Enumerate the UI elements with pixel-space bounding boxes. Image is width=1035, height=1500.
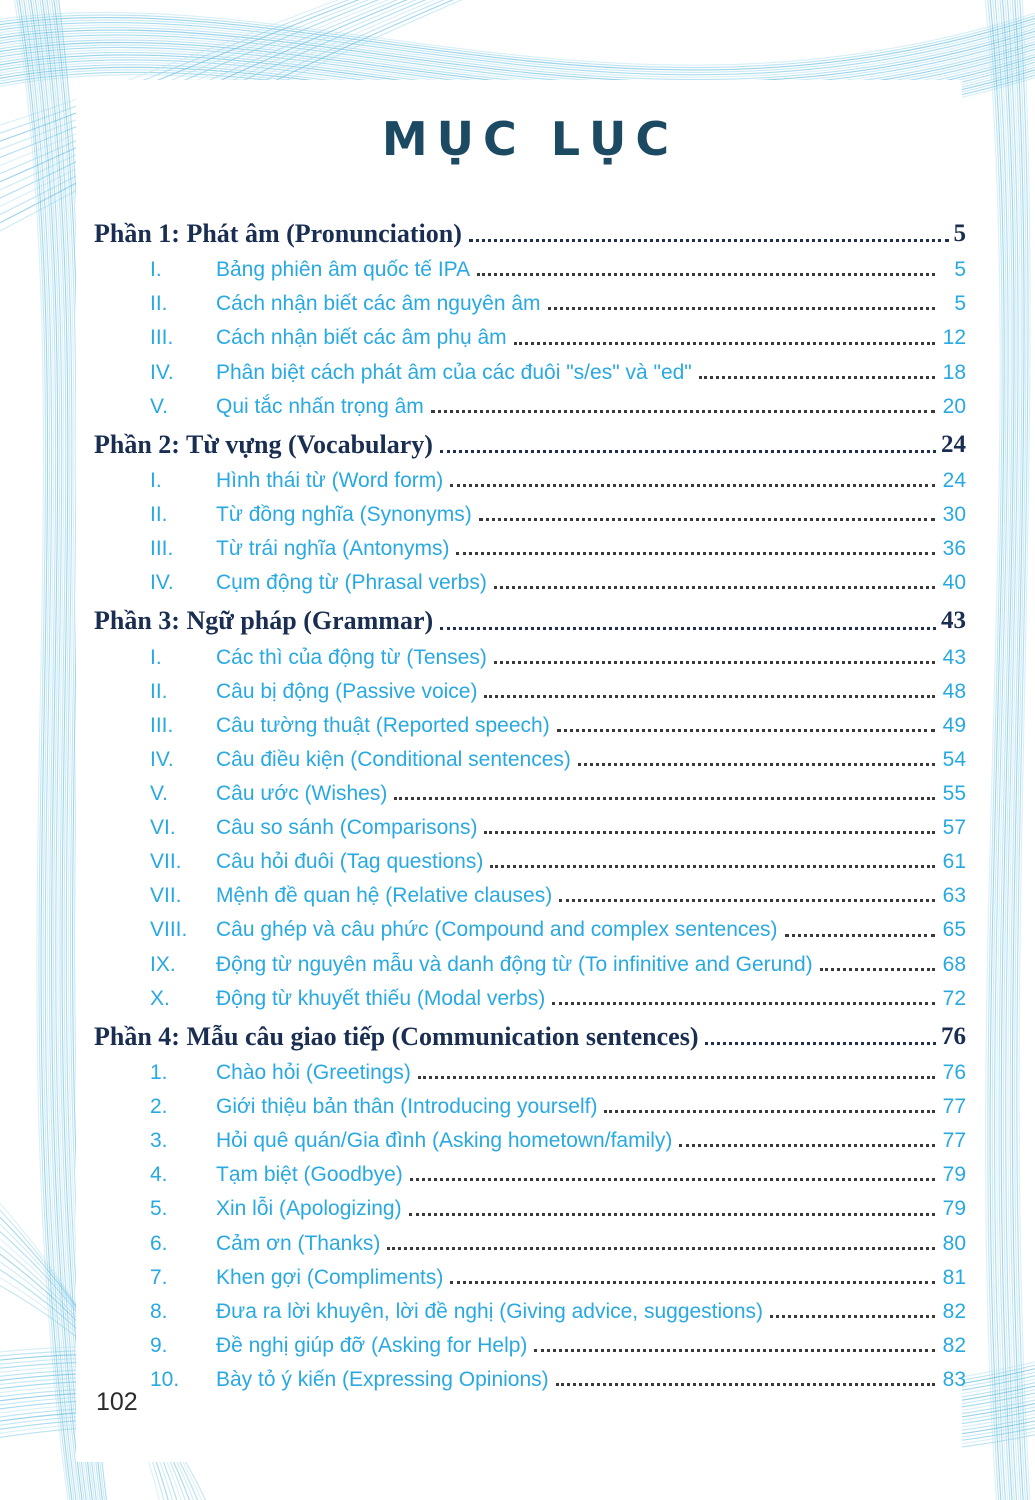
item-numeral: 5. xyxy=(150,1197,168,1221)
toc-item-row xyxy=(94,395,966,418)
item-page-number: 63 xyxy=(942,884,966,908)
item-numeral: VII. xyxy=(150,850,182,874)
item-numeral: V. xyxy=(150,782,168,806)
item-numeral: 4. xyxy=(150,1163,168,1187)
toc-item-row xyxy=(94,326,966,349)
item-label: Khen gợi (Compliments) xyxy=(216,1265,444,1289)
item-page-number: 81 xyxy=(942,1265,966,1289)
toc-item-row xyxy=(94,646,966,669)
item-page-number: 36 xyxy=(942,537,966,561)
section-page-number: 76 xyxy=(941,1022,966,1050)
item-label: Từ trái nghĩa (Antonyms) xyxy=(216,537,450,561)
item-label: Tạm biệt (Goodbye) xyxy=(216,1163,403,1187)
item-label: Câu tường thuật (Reported speech) xyxy=(216,713,550,737)
dot-leader xyxy=(699,376,935,379)
item-page-number: 79 xyxy=(942,1163,966,1187)
toc-item-row xyxy=(94,258,966,281)
item-page-number: 79 xyxy=(942,1197,966,1221)
item-label: Chào hỏi (Greetings) xyxy=(216,1061,411,1085)
toc-section-row xyxy=(94,431,966,458)
item-page-number: 54 xyxy=(942,748,966,772)
toc-item-row xyxy=(94,884,966,907)
item-page-number: 83 xyxy=(942,1367,966,1391)
item-numeral: IX. xyxy=(150,952,176,976)
dot-leader xyxy=(387,1247,935,1250)
toc-item-row xyxy=(94,469,966,492)
item-label: Câu hỏi đuôi (Tag questions) xyxy=(216,850,484,874)
section-label: Phần 4: Mẫu câu giao tiếp (Communication sentences) xyxy=(94,1021,699,1051)
toc-item-row xyxy=(94,361,966,384)
item-label: Câu so sánh (Comparisons) xyxy=(216,816,478,840)
section-label: Phần 1: Phát âm (Pronunciation) xyxy=(94,219,462,248)
page-number: 102 xyxy=(96,1388,138,1416)
toc-section-row xyxy=(94,607,966,634)
item-page-number: 49 xyxy=(942,713,966,737)
item-page-number: 82 xyxy=(942,1333,966,1357)
dot-leader xyxy=(440,450,936,453)
dot-leader xyxy=(479,518,935,521)
item-numeral: IV. xyxy=(150,360,174,384)
item-label: Hỏi quê quán/Gia đình (Asking hometown/family) xyxy=(216,1129,673,1153)
item-page-number: 57 xyxy=(942,816,966,840)
item-page-number: 76 xyxy=(942,1061,966,1085)
dot-leader xyxy=(559,899,935,902)
toc-item-row xyxy=(94,816,966,839)
dot-leader xyxy=(450,1281,935,1284)
dot-leader xyxy=(409,1213,935,1216)
item-numeral: 3. xyxy=(150,1129,168,1153)
item-page-number: 61 xyxy=(942,850,966,874)
dot-leader xyxy=(548,307,935,310)
item-page-number: 43 xyxy=(942,645,966,669)
item-label: Cách nhận biết các âm nguyên âm xyxy=(216,292,541,316)
dot-leader xyxy=(490,865,935,868)
toc-section-row xyxy=(94,1023,966,1050)
toc-item-row xyxy=(94,537,966,560)
section-label: Phần 2: Từ vựng (Vocabulary) xyxy=(94,429,433,459)
dot-leader xyxy=(394,797,935,800)
item-page-number: 77 xyxy=(942,1095,966,1119)
item-numeral: V. xyxy=(150,394,168,418)
dot-leader xyxy=(450,484,935,487)
item-numeral: II. xyxy=(150,503,168,527)
toc-content xyxy=(94,82,966,1402)
dot-leader xyxy=(514,342,935,345)
item-label: Câu ước (Wishes) xyxy=(216,782,388,806)
item-numeral: 10. xyxy=(150,1367,180,1391)
item-label: Cụm động từ (Phrasal verbs) xyxy=(216,571,487,595)
toc-item-row xyxy=(94,850,966,873)
dot-leader xyxy=(494,661,935,664)
toc-item-row xyxy=(94,292,966,315)
item-page-number: 72 xyxy=(942,986,966,1010)
dot-leader xyxy=(440,627,936,630)
toc-item-row xyxy=(94,503,966,526)
item-page-number: 55 xyxy=(942,782,966,806)
toc-item-row xyxy=(94,680,966,703)
item-page-number: 77 xyxy=(942,1129,966,1153)
toc-item-row xyxy=(94,1300,966,1323)
item-numeral: VII. xyxy=(150,884,182,908)
item-label: Bảng phiên âm quốc tế IPA xyxy=(216,258,471,282)
dot-leader xyxy=(705,1042,936,1045)
item-label: Đề nghị giúp đỡ (Asking for Help) xyxy=(216,1333,528,1357)
toc-item-row xyxy=(94,571,966,594)
item-page-number: 65 xyxy=(942,918,966,942)
toc-item-row xyxy=(94,1061,966,1084)
item-page-number: 5 xyxy=(954,258,966,282)
toc-item-row xyxy=(94,1232,966,1255)
toc-item-row xyxy=(94,953,966,976)
toc-item-row xyxy=(94,918,966,941)
item-numeral: II. xyxy=(150,292,168,316)
dot-leader xyxy=(494,586,935,589)
item-label: Phân biệt cách phát âm của các đuôi "s/es" và "ed" xyxy=(216,360,692,384)
dot-leader xyxy=(469,239,949,242)
page-title: MỤC LỤC xyxy=(381,112,679,166)
item-label: Từ đồng nghĩa (Synonyms) xyxy=(216,503,472,527)
item-numeral: III. xyxy=(150,326,174,350)
item-numeral: IV. xyxy=(150,748,174,772)
dot-leader xyxy=(679,1144,935,1147)
item-numeral: X. xyxy=(150,986,170,1010)
dot-leader xyxy=(477,273,935,276)
dot-leader xyxy=(820,968,935,971)
item-page-number: 30 xyxy=(942,503,966,527)
toc-item-row xyxy=(94,748,966,771)
toc-item-row xyxy=(94,1368,966,1391)
item-page-number: 5 xyxy=(954,292,966,316)
item-page-number: 82 xyxy=(942,1299,966,1323)
item-label: Động từ nguyên mẫu và danh động từ (To infinitive and Gerund) xyxy=(216,952,813,976)
dot-leader xyxy=(484,695,935,698)
toc-item-row xyxy=(94,1129,966,1152)
item-numeral: 7. xyxy=(150,1265,168,1289)
toc-section-row xyxy=(94,220,966,247)
item-numeral: I. xyxy=(150,469,162,493)
item-page-number: 68 xyxy=(942,952,966,976)
toc-item-row xyxy=(94,1334,966,1357)
item-label: Mệnh đề quan hệ (Relative clauses) xyxy=(216,884,553,908)
section-page-number: 24 xyxy=(941,430,966,458)
section-page-number: 43 xyxy=(941,607,966,635)
toc-item-row xyxy=(94,1197,966,1220)
item-label: Câu điều kiện (Conditional sentences) xyxy=(216,748,571,772)
toc-item-row xyxy=(94,987,966,1010)
dot-leader xyxy=(456,552,935,555)
dot-leader xyxy=(770,1315,935,1318)
toc-item-row xyxy=(94,1163,966,1186)
item-page-number: 20 xyxy=(942,394,966,418)
dot-leader xyxy=(410,1178,935,1181)
item-numeral: I. xyxy=(150,645,162,669)
item-label: Xin lỗi (Apologizing) xyxy=(216,1197,402,1221)
item-page-number: 18 xyxy=(942,360,966,384)
item-page-number: 80 xyxy=(942,1231,966,1255)
dot-leader xyxy=(484,831,935,834)
item-numeral: VI. xyxy=(150,816,176,840)
dot-leader xyxy=(534,1349,935,1352)
toc-item-row xyxy=(94,1266,966,1289)
item-label: Qui tắc nhấn trọng âm xyxy=(216,394,424,418)
dot-leader xyxy=(604,1110,935,1113)
item-page-number: 40 xyxy=(942,571,966,595)
item-label: Câu ghép và câu phức (Compound and complex sentences) xyxy=(216,918,778,942)
section-label: Phần 3: Ngữ pháp (Grammar) xyxy=(94,606,434,636)
item-label: Câu bị động (Passive voice) xyxy=(216,679,478,703)
item-label: Cảm ơn (Thanks) xyxy=(216,1231,381,1255)
toc-item-row xyxy=(94,714,966,737)
toc-list xyxy=(94,220,966,1391)
item-label: Các thì của động từ (Tenses) xyxy=(216,645,487,669)
item-numeral: II. xyxy=(150,679,168,703)
toc-item-row xyxy=(94,1095,966,1118)
toc-item-row xyxy=(94,782,966,805)
dot-leader xyxy=(556,1383,935,1386)
dot-leader xyxy=(557,729,935,732)
item-page-number: 48 xyxy=(942,679,966,703)
item-numeral: 6. xyxy=(150,1231,168,1255)
dot-leader xyxy=(578,763,935,766)
item-label: Đưa ra lời khuyên, lời đề nghị (Giving advice, suggestions) xyxy=(216,1299,764,1323)
item-page-number: 24 xyxy=(942,469,966,493)
item-page-number: 12 xyxy=(942,326,966,350)
item-numeral: 8. xyxy=(150,1299,168,1323)
item-label: Hình thái từ (Word form) xyxy=(216,469,444,493)
dot-leader xyxy=(785,934,935,937)
item-numeral: IV. xyxy=(150,571,174,595)
dot-leader xyxy=(431,410,935,413)
item-numeral: III. xyxy=(150,537,174,561)
item-label: Giới thiệu bản thân (Introducing yourself) xyxy=(216,1095,598,1119)
item-numeral: 1. xyxy=(150,1061,168,1085)
item-numeral: 9. xyxy=(150,1333,168,1357)
item-numeral: 2. xyxy=(150,1095,168,1119)
item-label: Cách nhận biết các âm phụ âm xyxy=(216,326,507,350)
item-label: Bày tỏ ý kiến (Expressing Opinions) xyxy=(216,1367,549,1391)
section-page-number: 5 xyxy=(953,220,966,248)
item-numeral: VIII. xyxy=(150,918,188,942)
dot-leader xyxy=(552,1002,935,1005)
dot-leader xyxy=(418,1076,935,1079)
item-numeral: I. xyxy=(150,258,162,282)
item-numeral: III. xyxy=(150,713,174,737)
item-label: Động từ khuyết thiếu (Modal verbs) xyxy=(216,986,546,1010)
